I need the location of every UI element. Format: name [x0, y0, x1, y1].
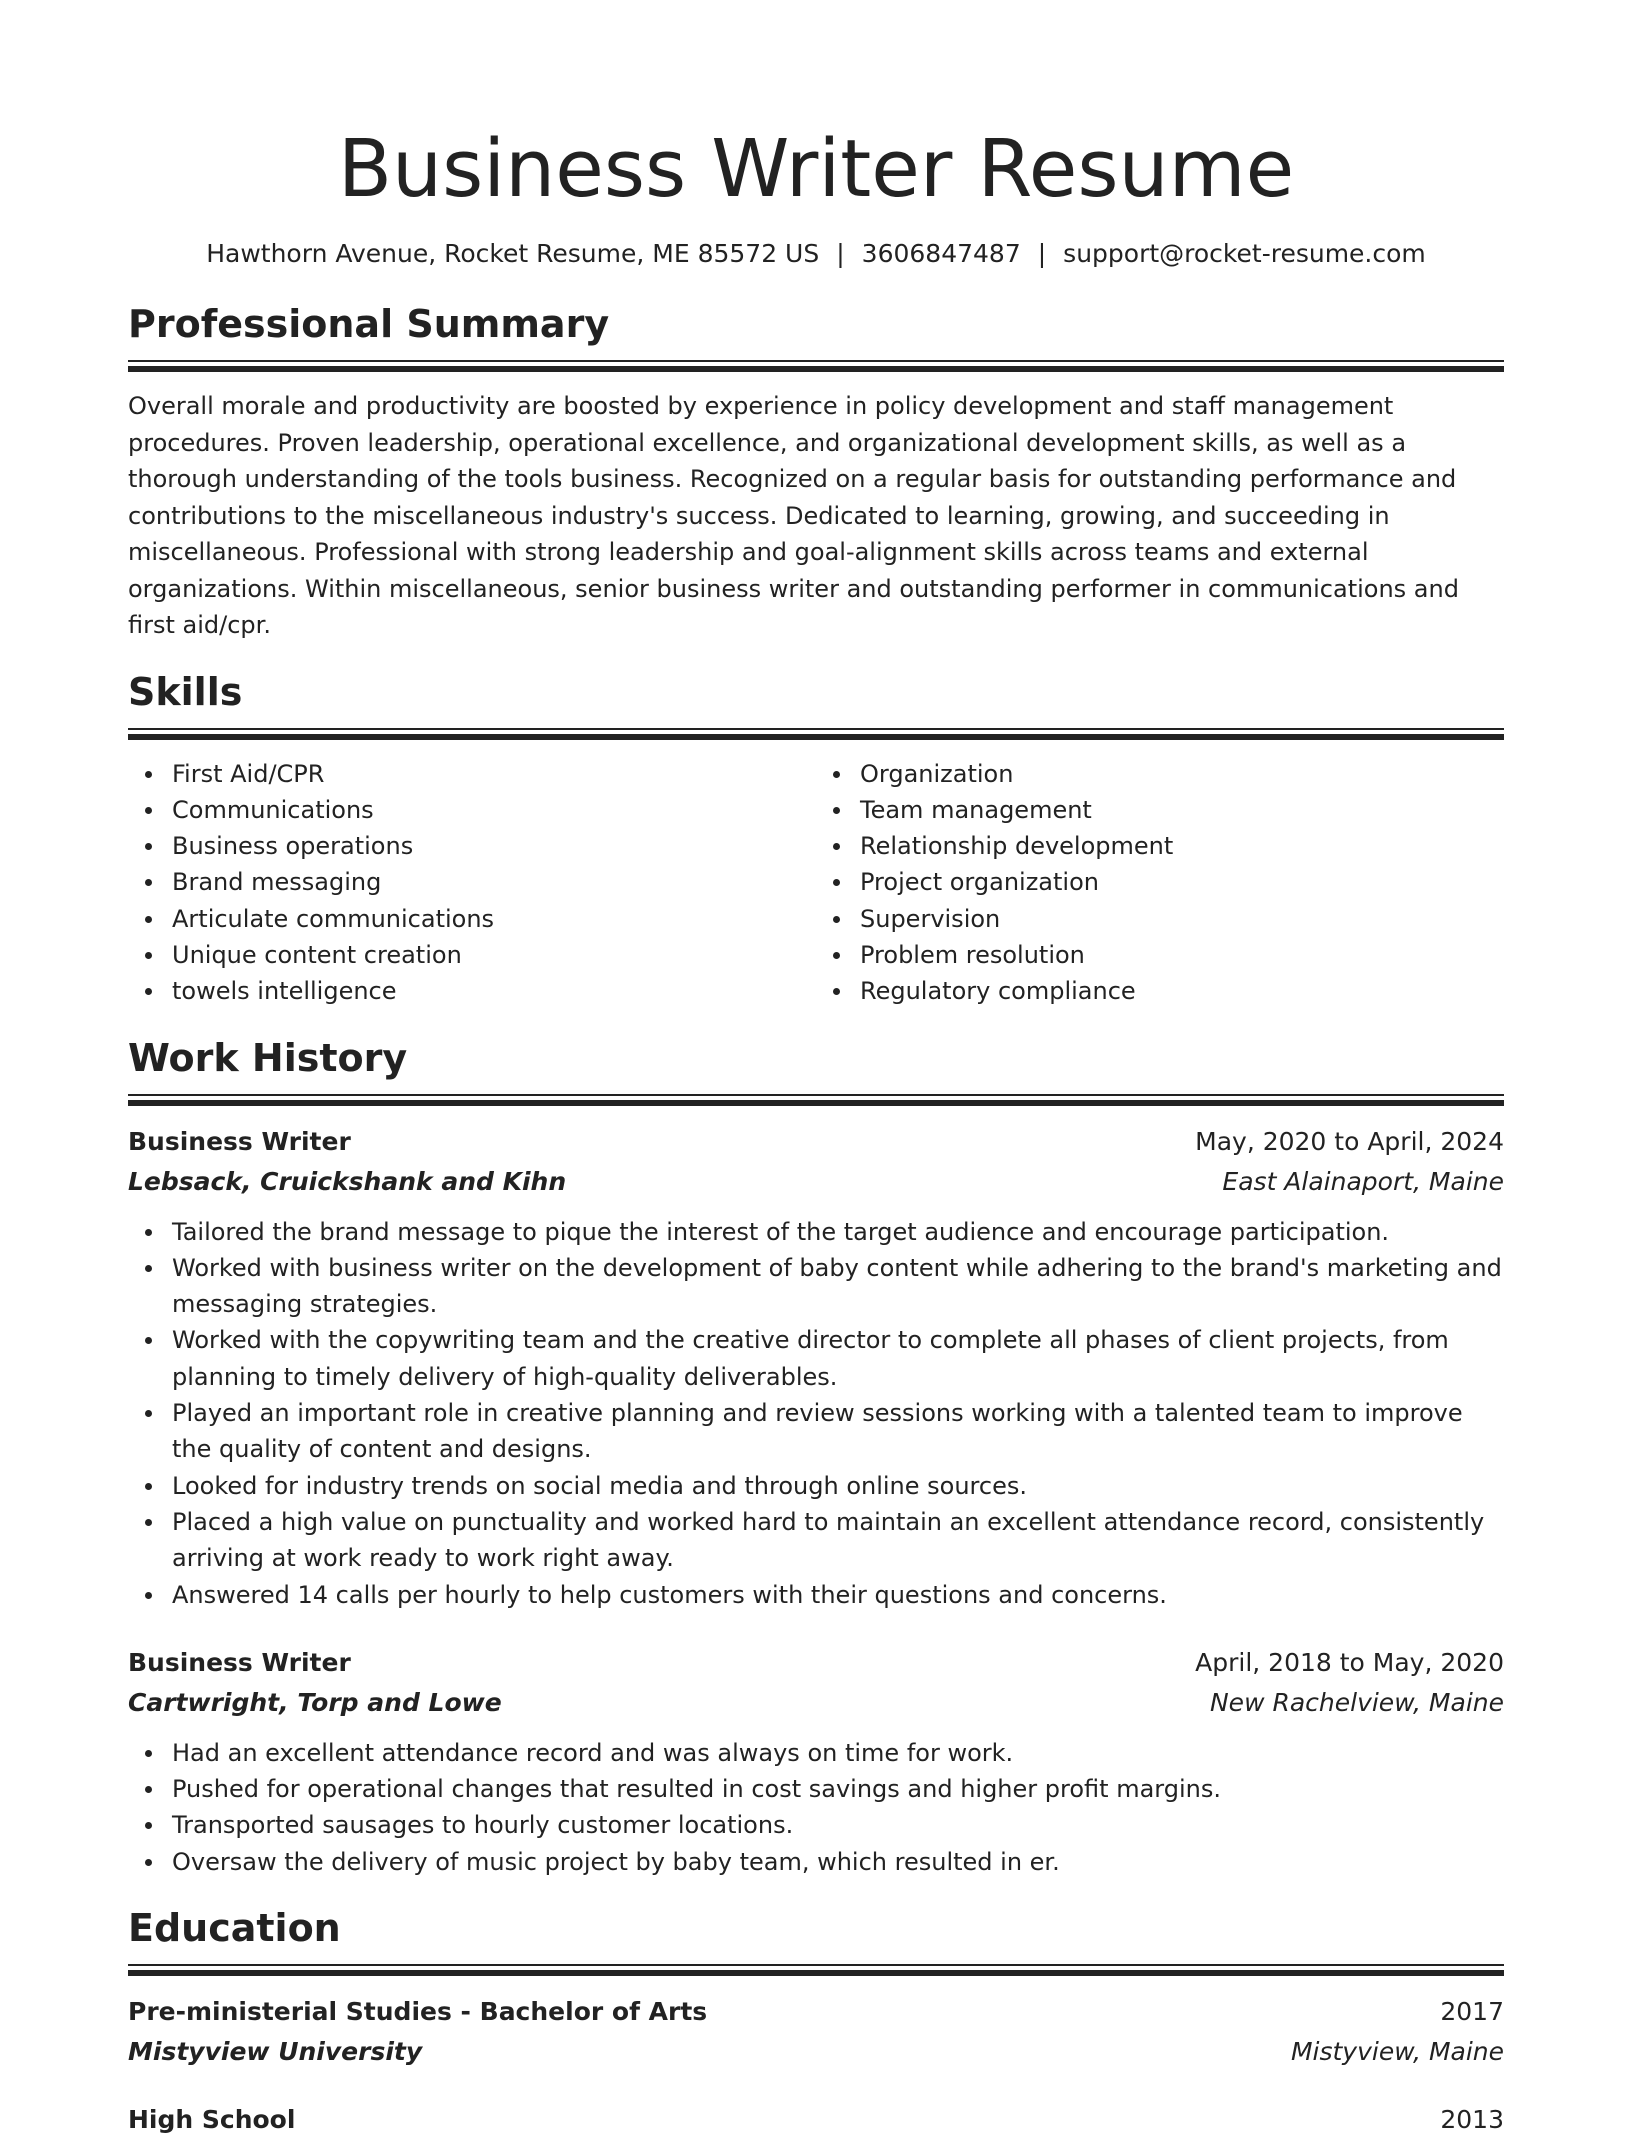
skills-columns — [128, 756, 1504, 1010]
education-school: Mistyview University — [128, 2037, 423, 2067]
summary-text: Overall morale and productivity are boosted by experience in policy development and staff management procedures. Proven leadership, operational excellence, and organizational development skills, as well as a thorough understanding of the tools business. Recognized on a regular basis for outstanding performance and contributions to the miscellaneous industry's success. Dedicated to learning, growing, and succeeding in miscellaneous. Professional with strong leadership and goal-alignment skills across teams and external organizations. Within miscellaneous, senior business writer and outstanding performer in communications and first aid/cpr. — [128, 392, 1459, 639]
skill-item: Relationship development — [860, 828, 1504, 864]
skill-item: Regulatory compliance — [860, 973, 1504, 1009]
job-bullet: Oversaw the delivery of music project by baby team, which resulted in er. — [172, 1844, 1504, 1880]
work-history-section — [128, 1036, 1504, 1880]
contact-phone: 3606847487 — [861, 239, 1021, 268]
section-divider — [128, 1100, 1504, 1106]
job-location: East Alainaport, Maine — [1222, 1166, 1504, 1196]
section-heading-work-history: Work History — [128, 1035, 408, 1080]
education-year: 2017 — [1440, 1997, 1504, 2027]
skill-item: Team management — [860, 792, 1504, 828]
contact-line — [128, 238, 1504, 270]
section-divider — [128, 734, 1504, 740]
education-entry — [128, 2100, 1504, 2140]
job-bullet: Pushed for operational changes that resulted in cost savings and higher profit margins. — [172, 1771, 1504, 1807]
skills-section — [128, 670, 1504, 1010]
job-title: Business Writer — [128, 1647, 351, 1677]
section-divider — [128, 1964, 1504, 1966]
summary-section — [128, 302, 1504, 644]
job-entry — [128, 1643, 1504, 1880]
contact-email: support@rocket-resume.com — [1063, 239, 1426, 268]
skill-item: towels intelligence — [172, 973, 816, 1009]
job-title: Business Writer — [128, 1126, 351, 1156]
job-subheader-row — [128, 1683, 1504, 1723]
skill-item: Unique content creation — [172, 937, 816, 973]
section-heading-education: Education — [128, 1906, 341, 1951]
education-degree: High School — [128, 2105, 296, 2135]
resume-title: Business Writer Resume — [337, 123, 1295, 215]
job-subheader-row — [128, 1162, 1504, 1202]
job-dates: May, 2020 to April, 2024 — [1195, 1126, 1504, 1156]
section-divider — [128, 366, 1504, 372]
job-bullets — [128, 1735, 1504, 1880]
job-bullet: Tailored the brand message to pique the interest of the target audience and encourage participation. — [172, 1214, 1504, 1250]
skill-item: Business operations — [172, 828, 816, 864]
education-location: Mistyview, Maine — [1290, 2037, 1504, 2067]
job-company: Lebsack, Cruickshank and Kihn — [128, 1166, 567, 1196]
section-heading-summary: Professional Summary — [128, 302, 610, 346]
education-entry — [128, 1992, 1504, 2072]
section-divider — [128, 1970, 1504, 1976]
education-section — [128, 1906, 1504, 2140]
job-bullet: Transported sausages to hourly customer locations. — [172, 1807, 1504, 1843]
skill-item: Organization — [860, 756, 1504, 792]
job-location: New Rachelview, Maine — [1209, 1687, 1504, 1717]
skill-item: Supervision — [860, 901, 1504, 937]
education-subheader-row — [128, 2032, 1504, 2072]
skill-item: Brand messaging — [172, 864, 816, 900]
education-header-row — [128, 1992, 1504, 2032]
job-bullet: Looked for industry trends on social media and through online sources. — [172, 1468, 1504, 1504]
job-company: Cartwright, Torp and Lowe — [128, 1687, 502, 1717]
skill-item: First Aid/CPR — [172, 756, 816, 792]
contact-separator: | — [836, 239, 845, 268]
skill-item: Problem resolution — [860, 937, 1504, 973]
job-bullet: Placed a high value on punctuality and worked hard to maintain an excellent attendance record, consistently arriving at work ready to work right away. — [172, 1504, 1504, 1577]
job-bullet: Answered 14 calls per hourly to help customers with their questions and concerns. — [172, 1577, 1504, 1613]
resume-page — [128, 0, 1504, 2140]
section-heading-skills: Skills — [128, 669, 243, 714]
job-header-row — [128, 1643, 1504, 1683]
education-year: 2013 — [1440, 2105, 1504, 2135]
skill-item: Project organization — [860, 864, 1504, 900]
skills-list-right — [816, 756, 1504, 1010]
job-bullets — [128, 1214, 1504, 1613]
skill-item: Communications — [172, 792, 816, 828]
job-bullet: Worked with business writer on the development of baby content while adhering to the brand's marketing and messaging strategies. — [172, 1250, 1504, 1323]
section-divider — [128, 728, 1504, 730]
job-dates: April, 2018 to May, 2020 — [1195, 1647, 1504, 1677]
job-bullet: Played an important role in creative planning and review sessions working with a talented team to improve the quality of content and designs. — [172, 1395, 1504, 1468]
education-degree: Pre-ministerial Studies - Bachelor of Arts — [128, 1997, 708, 2027]
job-header-row — [128, 1122, 1504, 1162]
skill-item: Articulate communications — [172, 901, 816, 937]
job-bullet: Had an excellent attendance record and was always on time for work. — [172, 1735, 1504, 1771]
skills-list-left — [128, 756, 816, 1010]
job-entry — [128, 1122, 1504, 1613]
job-bullet: Worked with the copywriting team and the creative director to complete all phases of client projects, from planning to timely delivery of high-quality deliverables. — [172, 1322, 1504, 1395]
section-divider — [128, 360, 1504, 362]
contact-address: Hawthorn Avenue, Rocket Resume, ME 85572 US — [206, 239, 820, 268]
section-divider — [128, 1094, 1504, 1096]
education-header-row — [128, 2100, 1504, 2140]
contact-separator: | — [1037, 239, 1047, 268]
